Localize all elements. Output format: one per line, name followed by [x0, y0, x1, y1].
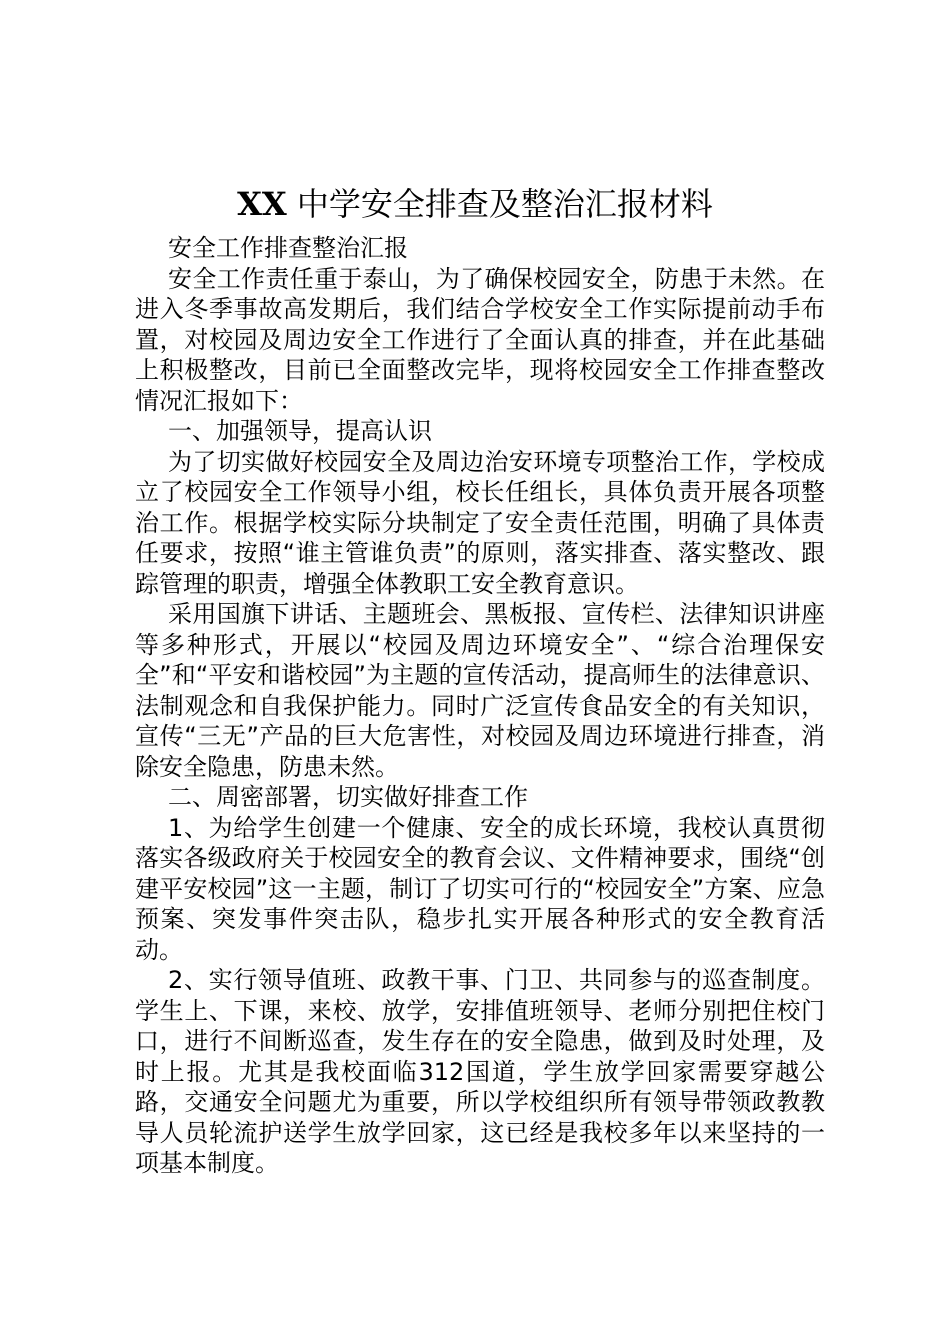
document-title-prefix: XX: [237, 185, 287, 223]
section-2-paragraph-1: 1、为给学生创建一个健康、安全的成长环境，我校认真贯彻落实各级政府关于校园安全的教育会议、文件精神要求，围绕“创建平安校园”这一主题，制订了切实可行的“校园安全”方案、应急预案、突发事件突击队，稳步扎实开展各种形式的安全教育活动。: [135, 813, 825, 964]
section-1-heading: 一、加强领导，提高认识: [168, 417, 432, 445]
intro-paragraph: 安全工作责任重于泰山，为了确保校园安全，防患于未然。在进入冬季事故高发期后，我们结合学校安全工作实际提前动手布置，对校园及周边安全工作进行了全面认真的排查，并在此基础上积极整改，目前已全面整改完毕，现将校园安全工作排查整改情况汇报如下：: [135, 264, 825, 415]
document-title: [0, 178, 950, 230]
section-2-paragraph-2: 2、实行领导值班、政教干事、门卫、共同参与的巡查制度。学生上、下课，来校、放学，安排值班领导、老师分别把住校门口，进行不间断巡查，发生存在的安全隐患，做到及时处理，及时上报。尤其是我校面临312国道，学生放学回家需要穿越公路，交通安全问题尤为重要，所以学校组织所有领导带领政教教导人员轮流护送学生放学回家，这已经是我校多年以来坚持的一项基本制度。: [135, 966, 825, 1177]
document-body: [135, 233, 825, 1179]
section-2-heading: 二、周密部署，切实做好排查工作: [168, 783, 528, 811]
document-subtitle: 安全工作排查整治汇报: [168, 234, 408, 262]
document-title-text: 中学安全排查及整治汇报材料: [296, 185, 713, 223]
section-1-paragraph-1: 为了切实做好校园安全及周边治安环境专项整治工作，学校成立了校园安全工作领导小组，校长任组长，具体负责开展各项整治工作。根据学校实际分块制定了安全责任范围，明确了具体责任要求，按照“谁主管谁负责”的原则，落实排查、落实整改、跟踪管理的职责，增强全体教职工安全教育意识。: [135, 447, 825, 598]
section-1-paragraph-2: 采用国旗下讲话、主题班会、黑板报、宣传栏、法律知识讲座等多种形式，开展以“校园及周边环境安全”、“综合治理保安全”和“平安和谐校园”为主题的宣传活动，提高师生的法律意识、法制观念和自我保护能力。同时广泛宣传食品安全的有关知识，宣传“三无”产品的巨大危害性，对校园及周边环境进行排查，消除安全隐患，防患未然。: [135, 600, 825, 781]
